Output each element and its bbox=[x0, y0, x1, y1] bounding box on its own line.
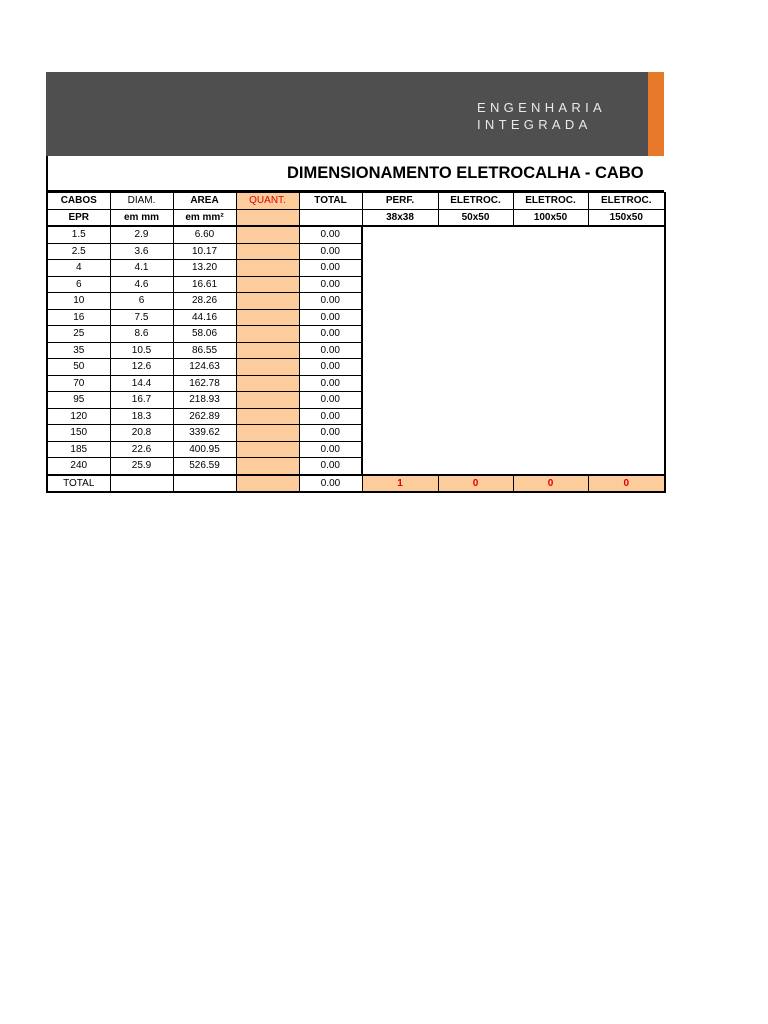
result-cell[interactable]: 0 bbox=[438, 475, 513, 493]
table-cell[interactable]: 50 bbox=[47, 359, 110, 376]
total-cell[interactable] bbox=[236, 475, 299, 493]
table-cell[interactable]: 25 bbox=[47, 326, 110, 343]
table-cell[interactable]: 86.55 bbox=[173, 342, 236, 359]
quantity-input-cell[interactable] bbox=[236, 342, 299, 359]
header-cell[interactable]: 50x50 bbox=[438, 209, 513, 226]
table-cell[interactable]: 2.9 bbox=[110, 226, 173, 243]
table-cell[interactable]: 16 bbox=[47, 309, 110, 326]
table-cell[interactable]: 0.00 bbox=[299, 309, 362, 326]
table-cell[interactable]: 7.5 bbox=[110, 309, 173, 326]
header-cell[interactable]: em mm bbox=[110, 209, 173, 226]
table-cell[interactable]: 0.00 bbox=[299, 260, 362, 277]
header-cell[interactable]: ELETROC. bbox=[438, 193, 513, 210]
table-cell[interactable]: 4.1 bbox=[110, 260, 173, 277]
table-cell[interactable]: 339.62 bbox=[173, 425, 236, 442]
table-cell[interactable]: 0.00 bbox=[299, 458, 362, 475]
table-cell[interactable]: 0.00 bbox=[299, 408, 362, 425]
title-cell[interactable] bbox=[46, 156, 664, 192]
table-cell[interactable]: 6.60 bbox=[173, 226, 236, 243]
quantity-input-cell[interactable] bbox=[236, 408, 299, 425]
table-cell[interactable]: 262.89 bbox=[173, 408, 236, 425]
table-cell[interactable]: 0.00 bbox=[299, 359, 362, 376]
table-cell[interactable]: 0.00 bbox=[299, 375, 362, 392]
table-cell[interactable]: 124.63 bbox=[173, 359, 236, 376]
table-cell[interactable]: 20.8 bbox=[110, 425, 173, 442]
table-cell[interactable]: 18.3 bbox=[110, 408, 173, 425]
table-row bbox=[47, 226, 665, 243]
table-cell[interactable]: 0.00 bbox=[299, 326, 362, 343]
header-cell[interactable]: DIAM. bbox=[110, 193, 173, 210]
table-cell[interactable]: 1.5 bbox=[47, 226, 110, 243]
table-cell[interactable]: 70 bbox=[47, 375, 110, 392]
brand-accent-bar bbox=[648, 72, 664, 156]
quantity-input-cell[interactable] bbox=[236, 375, 299, 392]
table-cell[interactable]: 0.00 bbox=[299, 226, 362, 243]
table-cell[interactable]: 44.16 bbox=[173, 309, 236, 326]
table-cell[interactable]: 0.00 bbox=[299, 243, 362, 260]
header-cell[interactable]: 150x50 bbox=[588, 209, 665, 226]
table-cell[interactable]: 95 bbox=[47, 392, 110, 409]
table-cell[interactable]: 6 bbox=[110, 293, 173, 310]
table-cell[interactable]: 6 bbox=[47, 276, 110, 293]
table-cell[interactable]: 16.61 bbox=[173, 276, 236, 293]
result-cell[interactable]: 1 bbox=[362, 475, 438, 493]
table-cell[interactable]: 8.6 bbox=[110, 326, 173, 343]
table-cell[interactable]: 0.00 bbox=[299, 342, 362, 359]
header-cell[interactable]: 100x50 bbox=[513, 209, 588, 226]
quantity-input-cell[interactable] bbox=[236, 458, 299, 475]
brand-line-2: INTEGRADA bbox=[477, 117, 592, 132]
header-cell[interactable]: CABOS bbox=[47, 193, 110, 210]
brand-logo bbox=[477, 99, 606, 133]
header-cell[interactable]: EPR bbox=[47, 209, 110, 226]
quantity-input-cell[interactable] bbox=[236, 226, 299, 243]
table-cell[interactable]: 0.00 bbox=[299, 392, 362, 409]
table-cell[interactable]: 0.00 bbox=[299, 425, 362, 442]
quantity-input-cell[interactable] bbox=[236, 392, 299, 409]
table-cell[interactable]: 10.5 bbox=[110, 342, 173, 359]
table-cell[interactable]: 162.78 bbox=[173, 375, 236, 392]
total-row bbox=[47, 475, 665, 493]
total-label[interactable]: TOTAL bbox=[47, 475, 110, 493]
header-cell[interactable]: 38x38 bbox=[362, 209, 438, 226]
table-cell[interactable]: 240 bbox=[47, 458, 110, 475]
table-cell[interactable]: 218.93 bbox=[173, 392, 236, 409]
table-cell[interactable]: 3.6 bbox=[110, 243, 173, 260]
table-cell[interactable]: 0.00 bbox=[299, 441, 362, 458]
header-cell[interactable] bbox=[299, 209, 362, 226]
table-cell[interactable]: 13.20 bbox=[173, 260, 236, 277]
table-cell[interactable]: 526.59 bbox=[173, 458, 236, 475]
table-cell[interactable]: 28.26 bbox=[173, 293, 236, 310]
quantity-input-cell[interactable] bbox=[236, 276, 299, 293]
spreadsheet bbox=[46, 72, 664, 493]
table-cell[interactable]: 120 bbox=[47, 408, 110, 425]
quantity-input-cell[interactable] bbox=[236, 326, 299, 343]
header-cell[interactable]: PERF. bbox=[362, 193, 438, 210]
total-cell[interactable]: 0.00 bbox=[299, 475, 362, 493]
table-cell[interactable]: 35 bbox=[47, 342, 110, 359]
header-cell[interactable]: QUANT. bbox=[236, 193, 299, 210]
header-cell[interactable]: TOTAL bbox=[299, 193, 362, 210]
quantity-input-cell[interactable] bbox=[236, 260, 299, 277]
table-cell[interactable]: 16.7 bbox=[110, 392, 173, 409]
table-cell[interactable]: 22.6 bbox=[110, 441, 173, 458]
quantity-input-cell[interactable] bbox=[236, 309, 299, 326]
quantity-input-cell[interactable] bbox=[236, 441, 299, 458]
result-cell[interactable]: 0 bbox=[513, 475, 588, 493]
brand-line-1: ENGENHARIA bbox=[477, 100, 606, 115]
table-cell[interactable]: 4 bbox=[47, 260, 110, 277]
table-cell[interactable]: 10 bbox=[47, 293, 110, 310]
cable-table bbox=[46, 192, 666, 493]
table-cell[interactable]: 25.9 bbox=[110, 458, 173, 475]
table-cell[interactable]: 150 bbox=[47, 425, 110, 442]
total-cell[interactable] bbox=[173, 475, 236, 493]
table-cell[interactable]: 185 bbox=[47, 441, 110, 458]
header-cell[interactable]: AREA bbox=[173, 193, 236, 210]
table-cell[interactable]: 0.00 bbox=[299, 293, 362, 310]
sheet-title: DIMENSIONAMENTO ELETROCALHA - CABO bbox=[287, 164, 644, 182]
quantity-input-cell[interactable] bbox=[236, 293, 299, 310]
table-cell[interactable]: 0.00 bbox=[299, 276, 362, 293]
result-area[interactable] bbox=[362, 226, 665, 475]
quantity-input-cell[interactable] bbox=[236, 425, 299, 442]
header-cell[interactable]: ELETROC. bbox=[588, 193, 665, 210]
header-cell[interactable]: ELETROC. bbox=[513, 193, 588, 210]
quantity-header-cell[interactable] bbox=[236, 209, 299, 226]
table-cell[interactable]: 400.95 bbox=[173, 441, 236, 458]
header-row-1 bbox=[47, 193, 665, 210]
result-cell[interactable]: 0 bbox=[588, 475, 665, 493]
total-cell[interactable] bbox=[110, 475, 173, 493]
table-cell[interactable]: 10.17 bbox=[173, 243, 236, 260]
table-cell[interactable]: 4.6 bbox=[110, 276, 173, 293]
header-cell[interactable]: em mm² bbox=[173, 209, 236, 226]
header-row-2 bbox=[47, 209, 665, 226]
quantity-input-cell[interactable] bbox=[236, 243, 299, 260]
quantity-input-cell[interactable] bbox=[236, 359, 299, 376]
table-cell[interactable]: 14.4 bbox=[110, 375, 173, 392]
table-cell[interactable]: 12.6 bbox=[110, 359, 173, 376]
table-cell[interactable]: 2.5 bbox=[47, 243, 110, 260]
table-cell[interactable]: 58.06 bbox=[173, 326, 236, 343]
header-banner bbox=[46, 72, 664, 156]
